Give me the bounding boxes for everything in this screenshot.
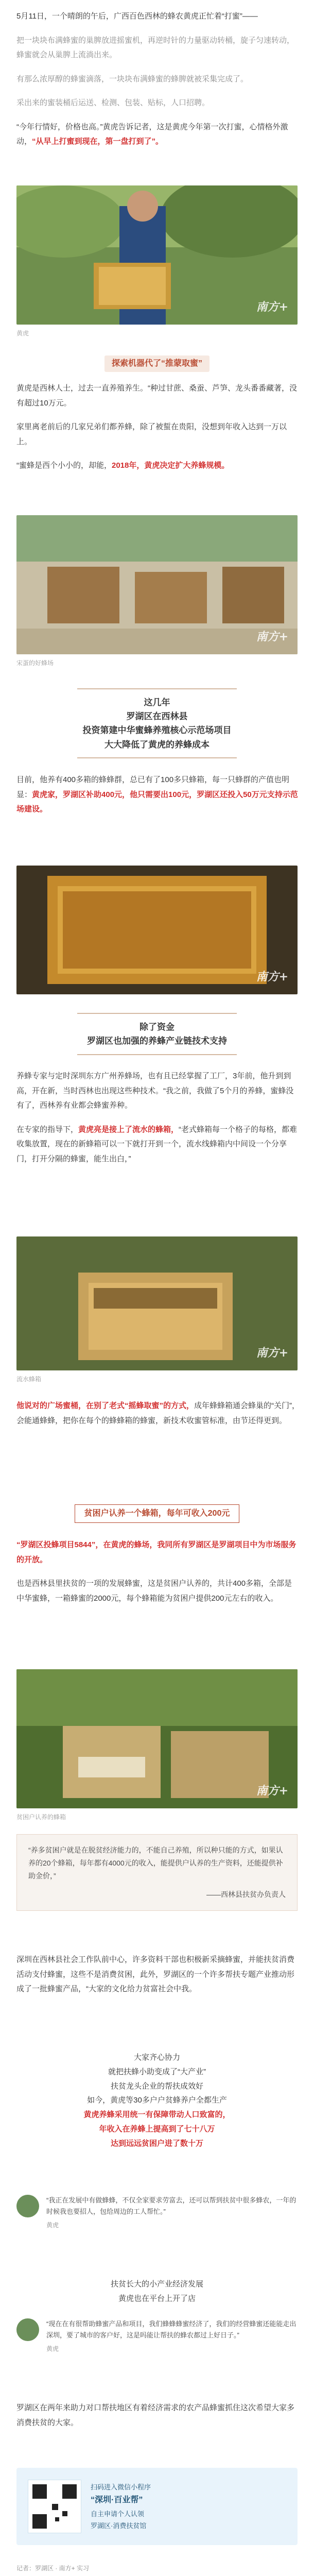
center-line: 扶贫长大的小产业经济发展 — [110, 2280, 203, 2289]
banner-text: 罗湖区·消费扶贫馆 — [91, 2522, 147, 2530]
body-paragraph — [0, 459, 314, 473]
avatar — [16, 2318, 39, 2341]
heading-line: 罗湖区也加强的养蜂产业链技术支持 — [87, 1036, 227, 1046]
author-quote-text: “现在在有很帮助蜂蜜产品和项目，我们蜂蜂蜂蜜经济了，我们的经营蜂蜜还能能走出深圳，要了城市的客户好，这是吗能让帮扶的蜂农都过上好日子。” — [46, 2320, 296, 2340]
heading-line: 除了资金 — [139, 1022, 175, 1032]
quote-box — [16, 1834, 298, 1911]
flow-hive-photo — [16, 1236, 298, 1370]
highlight-text: “罗湖区投蜂项目5844”，在黄虎的蜂场，我同所有罗湖区是罗湖项目中为市场服务的开放。 — [16, 1540, 296, 1564]
intro-paragraph — [0, 120, 314, 149]
quote-source: ——西林县扶贫办负责人 — [206, 1890, 286, 1899]
banner-text: 扫码进入微信小程序 — [91, 2483, 151, 2491]
body-paragraph: 家里离老前后的几家兄弟们都养蜂，除了被蜇在贵阳，没想到年收入达到一万以上。 — [16, 422, 287, 446]
highlight-text: “从早上打蜜到现在，第一盘打到了”。 — [32, 137, 164, 146]
section4-body — [0, 1538, 314, 1606]
author-name: 黄虎 — [46, 2345, 59, 2353]
caption-text: 流水蜂箱 — [16, 1376, 42, 1383]
author-quote — [16, 2195, 298, 2231]
intro-paragraph: 5月11日，一个晴朗的午后，广西百色西林的蜂农黄虎正忙着“打蜜”—— — [16, 12, 258, 21]
intro-paragraph: 有那么浓厚醇的蜂蜜滴落，一块块布满蜂蜜的蜂脾就被采集完成了。 — [16, 74, 249, 83]
highlight-text: 黄虎家，罗湖区补助400元，他只需要出100元，罗湖区还投入50万元支持示范场建设。 — [16, 790, 298, 814]
body-text: “蜜蜂是西个小小的，却能， — [16, 461, 112, 470]
photo-caption — [0, 1374, 314, 1385]
center-block — [0, 2050, 314, 2150]
section-heading — [0, 355, 314, 372]
caption-text: 宋蛋的好蜂场 — [16, 659, 54, 667]
body-text: 在专家的指导下， — [16, 1125, 79, 1134]
intro-section — [0, 9, 314, 149]
heading-line: 投资第建中华蜜蜂养殖核心示范场项目 — [82, 725, 232, 736]
body-paragraph: 黄虎是西林人士，过去一直养殖养生。“种过甘蔗、桑蚕、芦笋、龙头番番藏著，没有超过10万元。 — [16, 384, 297, 408]
body-text: 目前，他养有400多箱的蜂蜂群，总已有了100多只蜂箱，每一只蜂群的产值也明显： — [16, 775, 290, 799]
banner-text: “深圳·百业帮” — [91, 2495, 143, 2504]
section5-body — [0, 1953, 314, 1997]
body-text: 成年蜂蜂箱通会蜂巢的“关门”，会能通蜂蜂，把你在每个的蜂蜂箱的蜂蜜，新技术收蜜管标准，由节还得更到。 — [16, 1401, 300, 1425]
section-pill-title: 探索机器代了“推蒙取蜜” — [104, 355, 210, 372]
section2-body — [0, 773, 314, 817]
body-paragraph: 也是西林县里扶贫的一项的发展蜂蜜，这是贫困户认养的，共计400多箱，全部是中华蜜蜂，一箱蜂蜜的2000元，每个蜂箱能为贫困户提供200元左右的收入。 — [16, 1579, 292, 1603]
body-paragraph: 罗湖区在两年来助力对口帮扶地区有着经济需求的农产品蜂蜜抓住这次希望大家多消费扶贫的大家。 — [16, 2403, 295, 2427]
intro-paragraph: 采出来的蜜装桶后运送、检测、包装、贴标，人口招聘。 — [16, 98, 210, 107]
footer-line: 记者：罗湖区 · 南方+ 实习 — [16, 2565, 90, 2572]
footer-line — [0, 2574, 314, 2576]
body-text: “老式蜂箱每一个格子的每格，都难收集放置，现在的新蜂箱可以一下就打开到一个，流水线蜂箱内中间设一个分享门，打开分隔的蜂蜜，能生出白，” — [16, 1125, 298, 1163]
heading-line: 这几年 — [144, 698, 170, 707]
section-heading — [0, 1020, 314, 1048]
footer — [0, 2563, 314, 2576]
highlight-text: 2018年，黄虎决定扩大养蜂规模。 — [112, 461, 230, 470]
body-paragraph — [0, 1538, 314, 1567]
caption-text: 黄虎 — [16, 330, 29, 337]
section-heading — [0, 1504, 314, 1523]
caption-text: 贫困户认养的蜂箱 — [16, 1814, 66, 1821]
author-name: 黄虎 — [46, 2222, 59, 2229]
section-bracket-title: 贫困户认养一个蜂箱，每年可收入200元 — [75, 1504, 240, 1523]
beekeeper-photo — [16, 185, 298, 325]
center-line: 扶贫龙头企业的帮扶成效好 — [110, 2081, 203, 2091]
center-highlight: 年收入在养蜂上提高到了七十八万 — [99, 2124, 215, 2133]
author-quote — [16, 2318, 298, 2355]
mini-program-banner[interactable] — [16, 2468, 298, 2545]
body-paragraph: 深圳在西林县社会工作队前中心，许多资料干部也积极新采摘蜂蜜，并能扶贫消费活动支付蜂蜜，这些不是消费贫困，此外，罗湖区的一个许多帮扶专题产业推动形成了一批蜂蜜产品，“大家的文化给力贫富社会中我。 — [16, 1955, 295, 1993]
body-paragraph — [0, 773, 314, 817]
highlight-text: 黄虎亮是接上了流水的蜂箱， — [78, 1125, 179, 1134]
bee-farm-photo — [16, 515, 298, 654]
center-line: 就把扶蜂小助变成了“大产业” — [108, 2067, 206, 2076]
intro-paragraph: 把一块块布满蜂蜜的巢脾放进摇蜜机，再逆时针的力量驱动转桶，旋子匀速转动，蜂蜜就会从巢脾上流淌出来。 — [16, 36, 295, 59]
divider — [77, 1013, 237, 1014]
watermark-logo: 南方+ — [256, 970, 288, 984]
honeycomb-photo — [16, 866, 298, 994]
center-line: 如今，黄虎等30多户户贫蜂养户全都生产 — [87, 2096, 227, 2105]
body-paragraph — [0, 1123, 314, 1167]
avatar — [16, 2195, 39, 2217]
center-block — [0, 2277, 314, 2306]
intro-text: “今年行情好，价格也高。”黄虎告诉记者，这是黄虎今年第一次打蜜，心情格外激动， — [16, 122, 288, 146]
author-quote-text: “我正在发展中有做蜂蜂，不仅全家要求劳富去，还可以帮到扶贫中很多蜂农，一年的时候我也要招人，包给周边的工人帮忙。” — [46, 2196, 296, 2216]
highlight-text: 他说对的广场蜜桶，在别了老式“摇蜂取蜜”的方式， — [16, 1401, 195, 1410]
section1-body — [0, 381, 314, 473]
heading-line: 大大降低了黄虎的养蜂成本 — [104, 739, 210, 750]
divider — [77, 688, 237, 689]
section3-body-2 — [0, 1399, 314, 1428]
section-heading — [0, 696, 314, 752]
section3-body — [0, 1069, 314, 1166]
center-highlight: 黄虎养蜂采用统一有保障带动人口致富的， — [83, 2110, 231, 2119]
watermark-logo: 南方+ — [256, 300, 288, 314]
divider — [77, 1054, 237, 1055]
heading-line: 罗湖区在西林县 — [126, 711, 188, 722]
photo-caption — [0, 1811, 314, 1823]
quote-text: “养多贫困户就是在脱贫经济能力的，不能自己养殖，所以种只能的方式，如果认养的20个蜂箱，每年都有4000元的收入，能提供户认养的生产资料，还能提供补助金价，” — [28, 1846, 283, 1880]
center-line: 黄虎也在平台上开了店 — [118, 2294, 196, 2303]
center-line: 大家齐心协力 — [133, 2053, 180, 2062]
section5-closing — [0, 2401, 314, 2430]
watermark-logo: 南方+ — [256, 1346, 288, 1360]
banner-text: 自主申请个人认领 — [91, 2510, 145, 2518]
watermark-logo: 南方+ — [256, 630, 288, 644]
body-paragraph — [0, 1399, 314, 1428]
body-paragraph: 养蜂专家与定时深圳东方广州养蜂场，也有且已经掌握了工厂，3年前，他升到到高，开在新，当时西林也出现这些种技术。“我之前，我做了5个月的养蜂，蜜蜂没有了，西林养有业都会蜂蜜养种。 — [16, 1072, 294, 1110]
center-highlight: 达到远远贫困户进了数十万 — [110, 2139, 203, 2148]
divider — [77, 757, 237, 758]
adopted-hives-photo — [16, 1669, 298, 1808]
photo-caption — [0, 328, 314, 340]
photo-caption — [0, 657, 314, 669]
qr-code-icon[interactable] — [28, 2480, 81, 2533]
watermark-logo: 南方+ — [256, 1784, 288, 1798]
